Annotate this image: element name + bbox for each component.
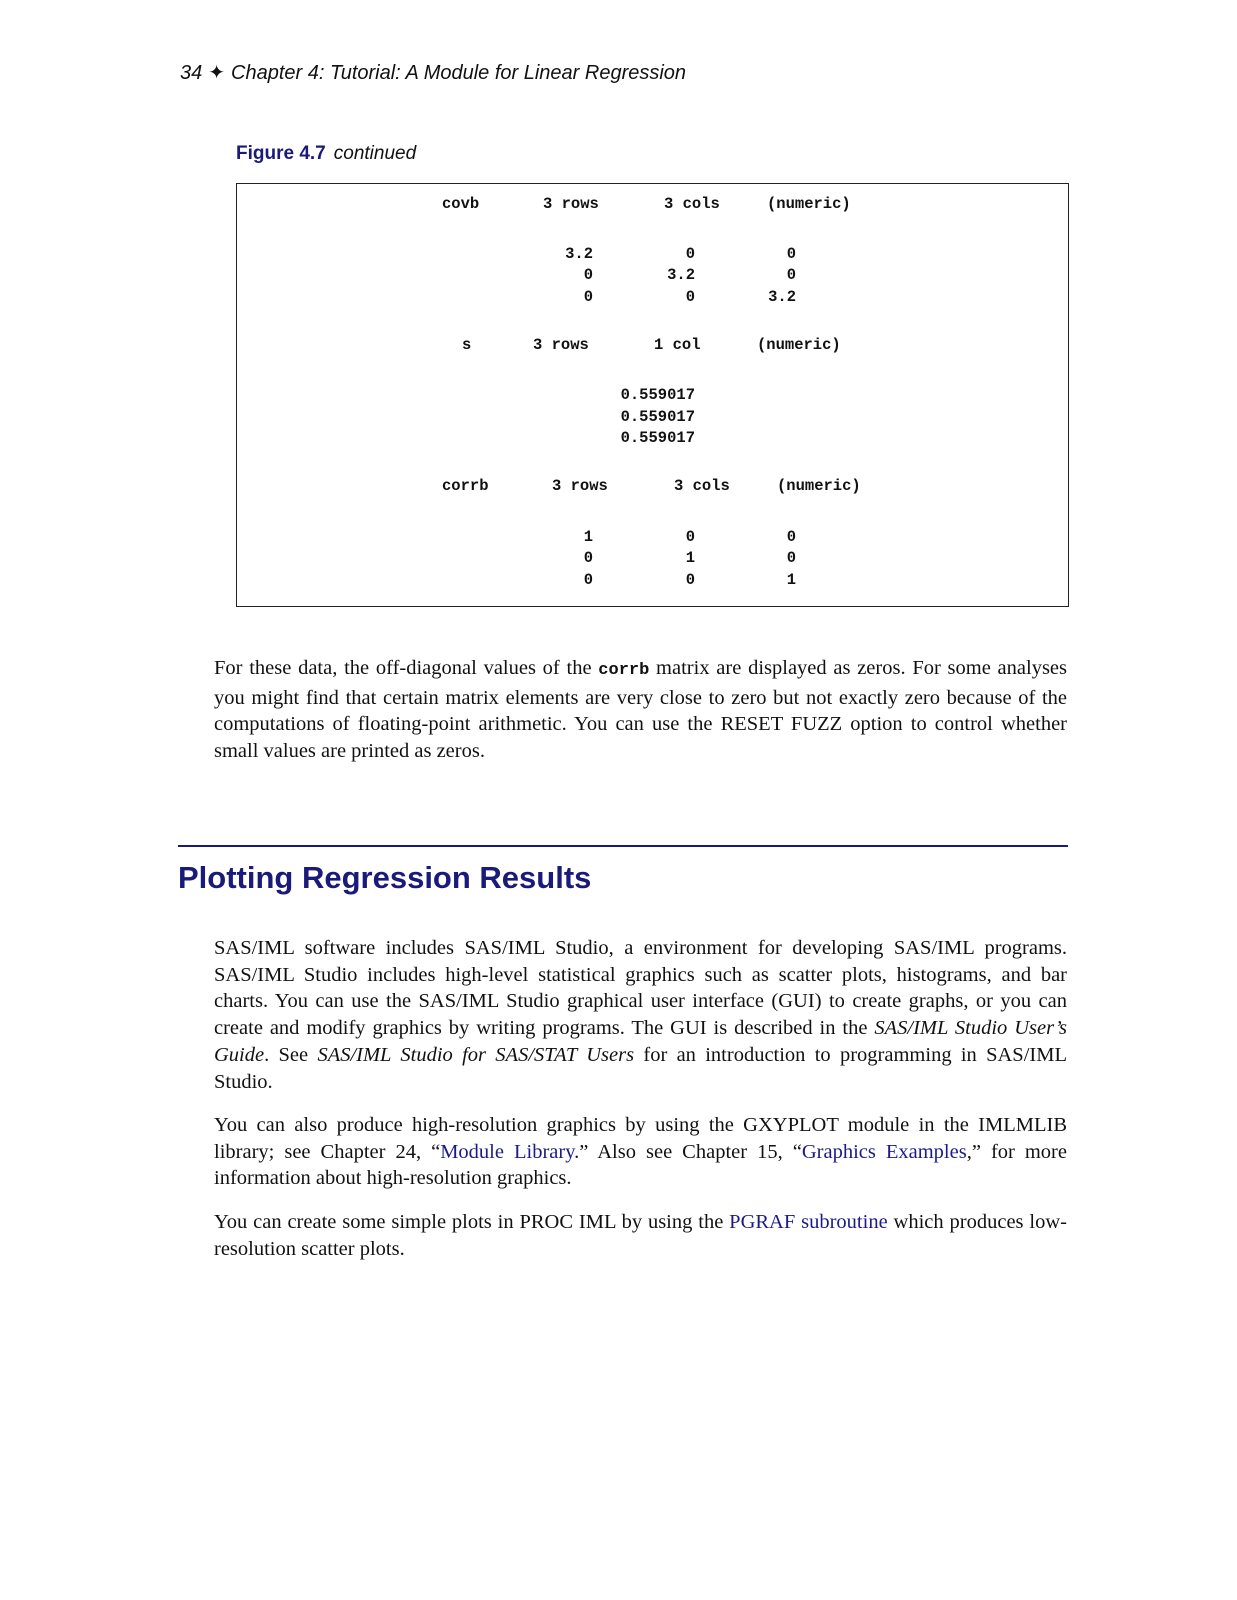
figure-caption <box>236 143 416 165</box>
vector-cell: 0.559017 <box>620 386 695 404</box>
matrix-name-corrb: corrb <box>442 477 489 495</box>
matrix-name-covb: covb <box>442 195 480 213</box>
matrix-cell: 0 <box>786 549 796 567</box>
matrix-cell: 0 <box>583 571 593 589</box>
matrix-rows-covb: 3 rows <box>543 195 599 213</box>
matrix-cols-covb: 3 cols <box>664 195 720 213</box>
vector-cell: 0.559017 <box>620 408 695 426</box>
link-graphics-examples[interactable]: Graphics Examples <box>801 1140 967 1163</box>
link-module-library[interactable]: Module Library <box>440 1140 575 1163</box>
inline-code: corrb <box>598 661 650 680</box>
matrix-cell: 0 <box>786 528 796 546</box>
matrix-cell: 0 <box>786 245 796 263</box>
matrix-type-s: (numeric) <box>757 336 841 354</box>
matrix-cell: 0 <box>583 549 593 567</box>
matrix-cell: 0 <box>685 288 695 306</box>
matrix-name-s: s <box>462 336 472 354</box>
paragraph-fuzz: For these data, the off-diagonal values of the corrb matrix are displayed as zeros. For some analyses you might find that certain matrix elements are very close to zero but not exactly zero because of the computations of floating-point arithmetic. You can use the RESET FUZZ option to control whether small values are printed as zeros. <box>214 657 1067 763</box>
link-pgraf-subroutine[interactable]: PGRAF subroutine <box>729 1211 888 1233</box>
matrix-cell: 3.2 <box>768 288 796 306</box>
matrix-cell: 0 <box>685 245 695 263</box>
matrix-rows-s: 3 rows <box>533 336 589 354</box>
figure-status: continued <box>333 143 417 164</box>
matrix-cell: 3.2 <box>667 266 695 284</box>
matrix-cell: 0 <box>583 266 593 284</box>
matrix-cell: 0 <box>685 571 695 589</box>
section-rule <box>178 845 1068 847</box>
book-title: SAS/IML Studio for SAS/STAT Users <box>317 1043 635 1066</box>
running-head <box>180 60 686 85</box>
matrix-cell: 1 <box>786 571 796 589</box>
matrix-cell: 3.2 <box>565 245 593 263</box>
book-title: SAS/IML Studio User’s Guide <box>214 1017 1067 1066</box>
matrix-cell: 1 <box>583 528 593 546</box>
paragraph-studio: SAS/IML software includes SAS/IML Studio, a environment for developing SAS/IML programs. SAS/IML Studio includes high-level statistical graphics such as scatter plots, histograms, and bar charts. You can use the SAS/IML Studio graphical user interface (GUI) to create graphs, or you can create and modify graphics by writing programs. The GUI is described in the SAS/IML Studio User’s Guide. See SAS/IML Studio for SAS/STAT Users for an introduction to programming in SAS/IML Studio. <box>214 937 1067 1093</box>
figure-label: Figure 4.7 <box>236 143 326 164</box>
output-box <box>236 183 1069 607</box>
matrix-cols-corrb: 3 cols <box>674 477 730 495</box>
vector-cell: 0.559017 <box>620 429 695 447</box>
matrix-cell: 1 <box>685 549 695 567</box>
matrix-cols-s: 1 col <box>654 336 701 354</box>
paragraph-gxyplot: You can also produce high-resolution graphics by using the GXYPLOT module in the IMLMLIB library; see Chapter 24, “Module Library.” Also see Chapter 15, “Graphics Examples,” for more information about high-resolution graphics. <box>214 1114 1067 1190</box>
diamond-icon: ✦ <box>208 62 226 84</box>
chapter-title: Chapter 4: Tutorial: A Module for Linear Regression <box>231 62 687 84</box>
matrix-cell: 0 <box>786 266 796 284</box>
matrix-cell: 0 <box>583 288 593 306</box>
matrix-rows-corrb: 3 rows <box>552 477 608 495</box>
matrix-type-corrb: (numeric) <box>777 477 861 495</box>
page-number: 34 <box>180 62 203 84</box>
matrix-type-covb: (numeric) <box>767 195 851 213</box>
paragraph-pgraf: You can create some simple plots in PROC IML by using the PGRAF subroutine which produces low-resolution scatter plots. <box>214 1211 1067 1260</box>
matrix-cell: 0 <box>685 528 695 546</box>
section-title: Plotting Regression Results <box>178 860 592 895</box>
